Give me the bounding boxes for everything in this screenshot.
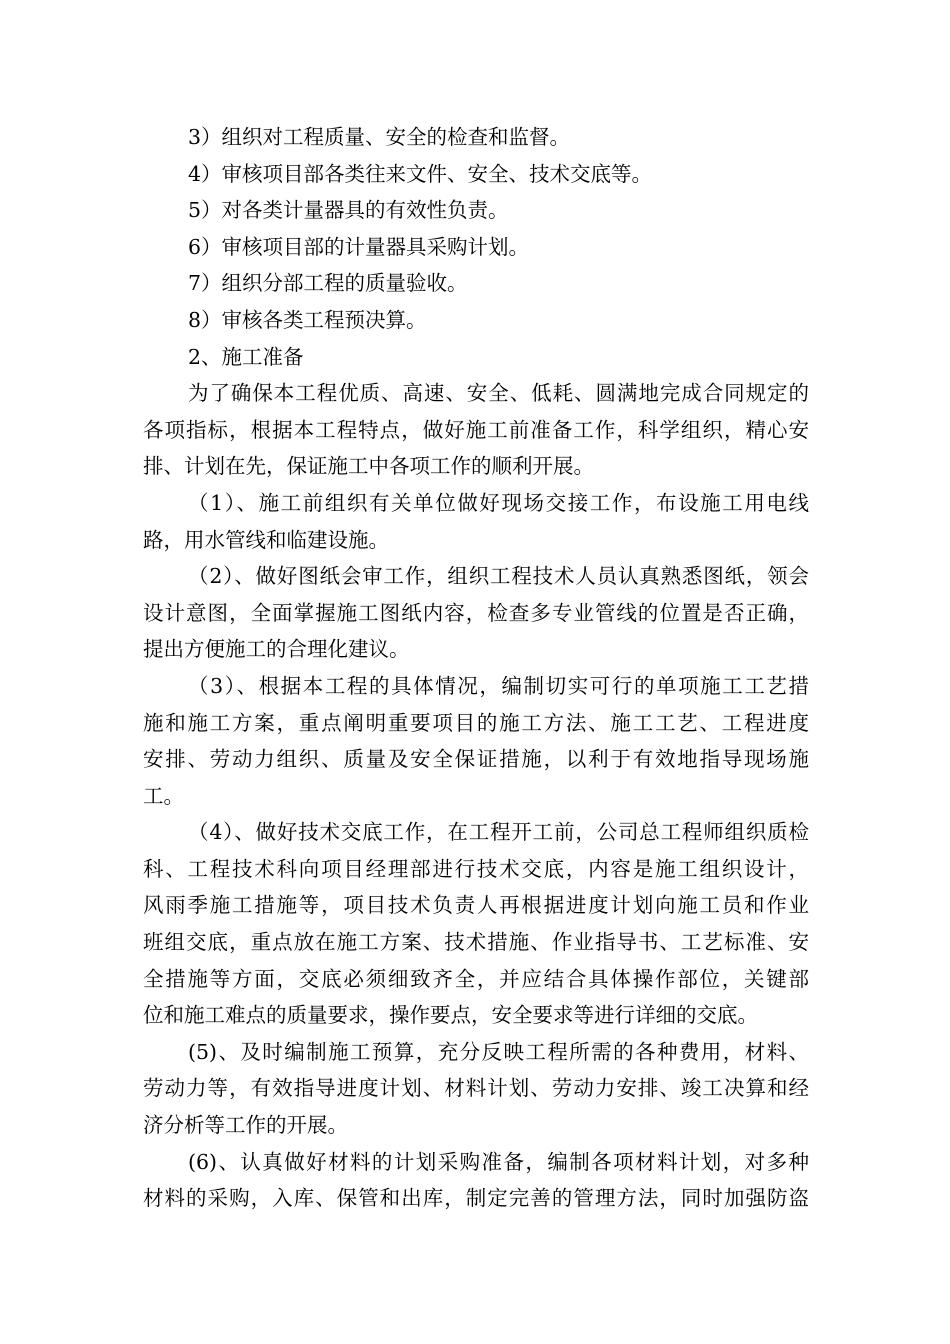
text-line: 7）组织分部工程的质量验收。: [188, 271, 468, 296]
document-body: [143, 119, 809, 1217]
text-line: 排、计划在先，保证施工中各项工作的顺利开展。: [143, 454, 594, 479]
text-line: 3）组织对工程质量、安全的检查和监督。: [188, 125, 571, 149]
text-line: 工。: [143, 783, 184, 808]
text-line: 施和施工方案，重点阐明重要项目的施工方法、施工工艺、工程进度: [143, 710, 809, 735]
text-line: (6)、认真做好材料的计划采购准备，编制各项材料计划，对多种: [188, 1149, 809, 1174]
text-line: 6）审核项目部的计量器具采购计划。: [188, 234, 530, 259]
text-line: 风雨季施工措施等，项目技术负责人再根据进度计划向施工员和作业: [143, 893, 809, 918]
text-line: （2）、做好图纸会审工作，组织工程技术人员认真熟悉图纸，领会: [188, 564, 809, 589]
text-line: 8）审核各类工程预决算。: [188, 307, 427, 332]
text-line: 材料的采购，入库、保管和出库，制定完善的管理方法，同时加强防盗: [143, 1186, 809, 1211]
text-line: 班组交底，重点放在施工方案、技术措施、作业指导书、工艺标准、安: [143, 930, 809, 955]
text-line: 劳动力等，有效指导进度计划、材料计划、劳动力安排、竣工决算和经: [143, 1076, 809, 1101]
text-line: 位和施工难点的质量要求，操作要点，安全要求等进行详细的交底。: [143, 1003, 758, 1028]
text-line: 济分析等工作的开展。: [143, 1113, 348, 1138]
text-line: 设计意图，全面掌握施工图纸内容，检查多专业管线的位置是否正确，: [143, 600, 809, 625]
text-line: （3）、根据本工程的具体情况，编制切实可行的单项施工工艺措: [188, 673, 809, 698]
text-line: 4）审核项目部各类往来文件、安全、技术交底等。: [188, 161, 653, 186]
text-line: 5）对各类计量器具的有效性负责。: [188, 198, 509, 223]
section-heading: 2、施工准备: [188, 344, 304, 369]
text-line: 路，用水管线和临建设施。: [143, 527, 389, 552]
text-line: 安排、劳动力组织、质量及安全保证措施，以利于有效地指导现场施: [143, 747, 809, 772]
text-line: 各项指标，根据本工程特点，做好施工前准备工作，科学组织，精心安: [143, 417, 809, 442]
text-line: 提出方便施工的合理化建议。: [143, 637, 410, 662]
text-line: 全措施等方面，交底必须细致齐全，并应结合具体操作部位，关键部: [143, 966, 809, 991]
text-line: （1）、施工前组织有关单位做好现场交接工作，布设施工用电线: [188, 490, 809, 515]
text-line: 科、工程技术科向项目经理部进行技术交底，内容是施工组织设计，: [143, 856, 809, 881]
text-line: (5)、及时编制施工预算，充分反映工程所需的各种费用，材料、: [188, 1039, 809, 1064]
text-line: （4）、做好技术交底工作，在工程开工前，公司总工程师组织质检: [188, 820, 809, 845]
text-line: 为了确保本工程优质、高速、安全、低耗、圆满地完成合同规定的: [188, 381, 809, 406]
